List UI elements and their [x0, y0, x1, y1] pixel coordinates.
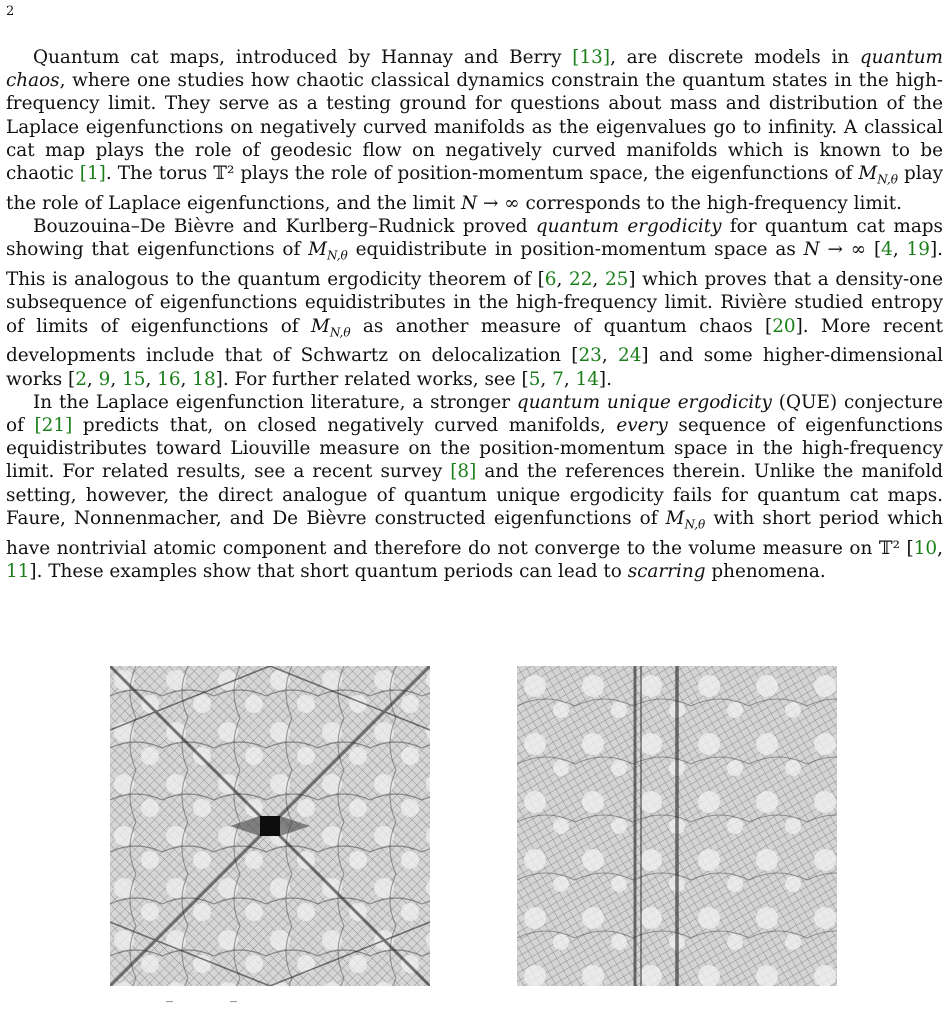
text-run: In the Laplace eigenfunction literature, a stronger	[33, 391, 517, 413]
paragraph-3	[6, 391, 943, 583]
body-text	[6, 46, 943, 583]
text-run: ] which proves that a density-one subsequence of eigenfunctions equidistributes in the high-frequency limit. Rivière studied entropy of limits of eigenfunctions of	[6, 269, 943, 337]
citation-link[interactable]: 14	[575, 368, 599, 390]
figure-left	[110, 666, 430, 986]
emphasis: scarring	[627, 560, 706, 582]
text-run: , are discrete models in	[610, 47, 860, 68]
citation-link[interactable]: 19	[906, 239, 930, 261]
text-run: ,	[86, 368, 99, 390]
text-run: ,	[556, 269, 570, 291]
text-run: , where one studies how chaotic classical dynamics constrain the quantum states in the high-frequency limit. They serve as a testing ground for questions about mass and distribution of the Laplace eigenfunctions on negatively curved manifolds as the eigenvalues go to infinity. A classical cat map plays the role of geodesic flow on negatively curved manifolds which is known to be chaotic	[6, 70, 943, 185]
text-run: ,	[563, 368, 576, 390]
emphasis: N	[461, 192, 478, 214]
text-run: equidistribute in position-momentum space as	[347, 239, 804, 261]
text-run: (QUE) conjecture of	[6, 391, 944, 437]
math-subscript: N,θ	[684, 517, 706, 532]
emphasis: quantum unique ergodicity	[516, 391, 772, 413]
text-run: → ∞ corresponds to the high-frequency limit.	[477, 192, 902, 214]
caption-glyph: ‾	[166, 1000, 173, 1016]
text-run: as another measure of quantum chaos [	[350, 315, 773, 337]
eigenfunction-plot-left	[110, 666, 430, 986]
emphasis: M	[310, 315, 330, 337]
text-run: phenomena.	[705, 560, 826, 582]
text-run: Quantum cat maps, introduced by Hannay and Berry	[33, 47, 573, 68]
emphasis: M	[665, 507, 685, 529]
paragraph-2	[6, 215, 943, 391]
emphasis: M	[858, 163, 878, 185]
citation-link[interactable]: 2	[75, 368, 87, 390]
text-run: play the role of Laplace eigenfunctions, and the limit	[6, 163, 944, 214]
math-subscript: N,θ	[326, 248, 348, 263]
citation-link[interactable]: 20	[772, 315, 796, 337]
text-run: sequence of eigenfunctions equidistributes toward Liouville measure on the position-momentum space in the high-frequency limit. For related results, see a recent survey	[6, 415, 943, 483]
text-run: ,	[892, 239, 907, 261]
text-run: with short period which have nontrivial atomic component and therefore do not converge to the volume measure on 𝕋² [	[6, 507, 943, 559]
citation-link[interactable]: 7	[552, 368, 564, 390]
text-run: ,	[540, 368, 553, 390]
citation-link[interactable]: 9	[98, 368, 111, 390]
figure-right	[517, 666, 837, 986]
citation-link[interactable]: 24	[618, 345, 642, 367]
eigenfunction-plot-right	[517, 666, 837, 986]
citation-link[interactable]: [21]	[34, 415, 73, 437]
text-run: and the references therein. Unlike the manifold setting, however, the direct analogue of quantum unique ergodicity fails for quantum cat maps. Faure, Nonnenmacher, and De Bièvre constructed eigenfunctions of	[6, 461, 943, 529]
math-subscript: N,θ	[329, 325, 351, 340]
emphasis: quantum chaos	[6, 47, 943, 92]
text-run: ] and some higher-dimensional works [	[6, 345, 943, 390]
text-run: → ∞ [	[819, 239, 882, 261]
emphasis: M	[308, 239, 327, 261]
citation-link[interactable]: 6	[544, 269, 557, 291]
citation-link[interactable]: [13]	[572, 47, 611, 68]
citation-link[interactable]: 22	[569, 269, 593, 291]
citation-link[interactable]: 25	[604, 269, 629, 291]
text-run: ]. For further related works, see [	[215, 368, 529, 390]
text-run: . The torus 𝕋² plays the role of position-momentum space, the eigenfunctions of	[105, 163, 859, 185]
text-run: ,	[937, 537, 943, 559]
citation-link[interactable]: 10	[913, 537, 938, 559]
text-run: ,	[145, 368, 158, 390]
math-subscript: N,θ	[877, 172, 898, 187]
citation-link[interactable]: [1]	[79, 163, 106, 185]
paragraph-1	[6, 46, 943, 215]
text-run: ].	[598, 368, 612, 390]
citation-link[interactable]: 4	[881, 239, 893, 261]
citation-link[interactable]: 18	[192, 368, 216, 390]
text-run: ]. These examples show that short quantum periods can lead to	[29, 560, 628, 582]
citation-link[interactable]: 16	[157, 368, 181, 390]
text-run: ,	[180, 368, 193, 390]
citation-link[interactable]: [8]	[450, 461, 477, 483]
citation-link[interactable]: 5	[528, 368, 541, 390]
emphasis: quantum ergodicity	[535, 216, 722, 238]
text-run: ]. More recent developments include that of Schwartz on delocalization [	[6, 315, 944, 367]
text-run: predicts that, on closed negatively curved manifolds,	[72, 415, 617, 437]
text-run: for quantum cat maps showing that eigenfunctions of	[6, 216, 943, 261]
caption-glyph: ‾	[230, 1000, 237, 1016]
citation-link[interactable]: 23	[578, 345, 602, 367]
text-run: Bouzouina–De Bièvre and Kurlberg–Rudnick proved	[33, 216, 536, 238]
text-run: ]. This is analogous to the quantum ergodicity theorem of [	[6, 239, 943, 291]
citation-link[interactable]: 11	[6, 560, 30, 582]
text-run: ,	[601, 345, 618, 367]
page-number: 2	[6, 4, 15, 19]
text-run: ,	[110, 368, 123, 390]
emphasis: N	[803, 239, 820, 261]
citation-link[interactable]: 15	[122, 368, 146, 390]
emphasis: every	[616, 415, 668, 437]
text-run: ,	[592, 269, 605, 291]
